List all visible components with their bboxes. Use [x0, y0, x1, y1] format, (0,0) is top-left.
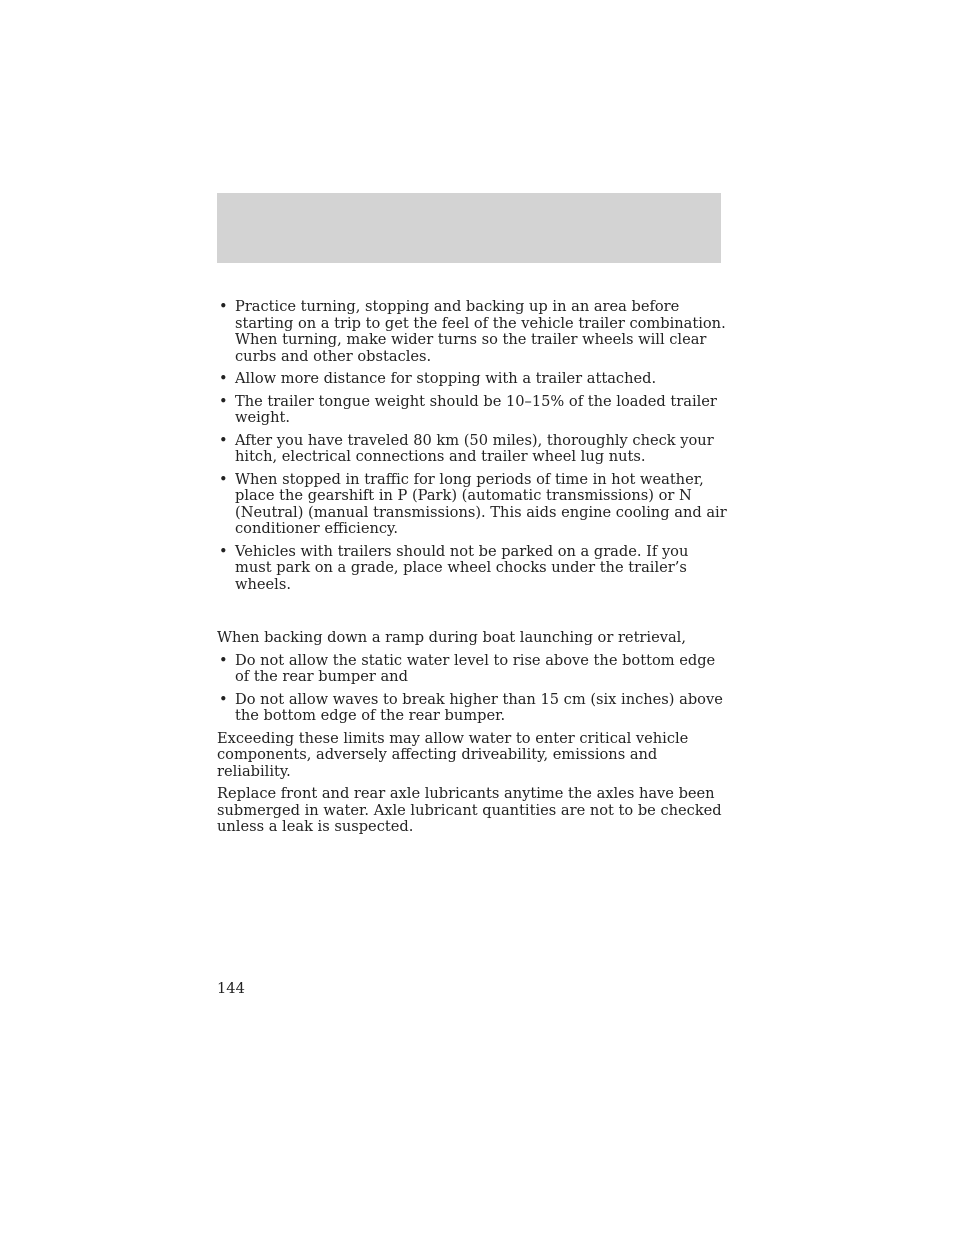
section-spacer: [217, 599, 727, 630]
bullet-icon: •: [219, 370, 228, 387]
bullet-icon: •: [219, 690, 228, 708]
bullet-icon: •: [219, 431, 228, 449]
list-item: [217, 692, 727, 725]
list-item: [217, 394, 727, 427]
list-item: [217, 371, 727, 388]
bullet-icon: •: [219, 298, 228, 315]
list-item: [217, 472, 727, 538]
list-item-text: Practice turning, stopping and backing up in an area before starting on a trip to get the feel of the vehicle trailer combination. When turning, make wider turns so the trailer wheels will clear curbs and other obstacles.: [235, 298, 726, 365]
boat-launch-list: [217, 653, 727, 725]
list-item-text: After you have traveled 80 km (50 miles), thoroughly check your hitch, electrical connections and trailer wheel lug nuts.: [235, 431, 714, 465]
page-content: [217, 299, 727, 842]
list-item: [217, 544, 727, 594]
list-item: [217, 653, 727, 686]
bullet-icon: •: [219, 651, 228, 669]
limits-paragraph: Exceeding these limits may allow water to enter critical vehicle components, adversely affecting driveability, emissions and reliability.: [217, 729, 689, 780]
list-item-text: Vehicles with trailers should not be parked on a grade. If you must park on a grade, place wheel chocks under the trailer’s wheels.: [235, 542, 689, 593]
page-number: 144: [217, 980, 245, 997]
list-item-text: Do not allow waves to break higher than 15 cm (six inches) above the bottom edge of the rear bumper.: [235, 690, 723, 724]
section-header-bar: [217, 193, 721, 263]
bullet-icon: •: [219, 542, 228, 560]
boat-launch-intro: When backing down a ramp during boat launching or retrieval,: [217, 629, 686, 646]
lubricants-paragraph: Replace front and rear axle lubricants anytime the axles have been submerged in water. Axle lubricant quantities are not to be checked unless a leak is suspected.: [217, 785, 722, 835]
list-item-text: Do not allow the static water level to rise above the bottom edge of the rear bumper and: [235, 651, 716, 685]
list-item: [217, 433, 727, 466]
list-item: [217, 299, 727, 365]
list-item-text: The trailer tongue weight should be 10–15% of the loaded trailer weight.: [235, 392, 717, 426]
trailer-tips-list: [217, 299, 727, 593]
list-item-text: Allow more distance for stopping with a trailer attached.: [235, 370, 657, 387]
bullet-icon: •: [219, 470, 228, 488]
bullet-icon: •: [219, 392, 228, 410]
list-item-text: When stopped in traffic for long periods of time in hot weather, place the gearshift in P (Park) (automatic transmissions) or N (Neutral) (manual transmissions). This aids engine cooling and air conditioner efficiency.: [235, 470, 727, 537]
